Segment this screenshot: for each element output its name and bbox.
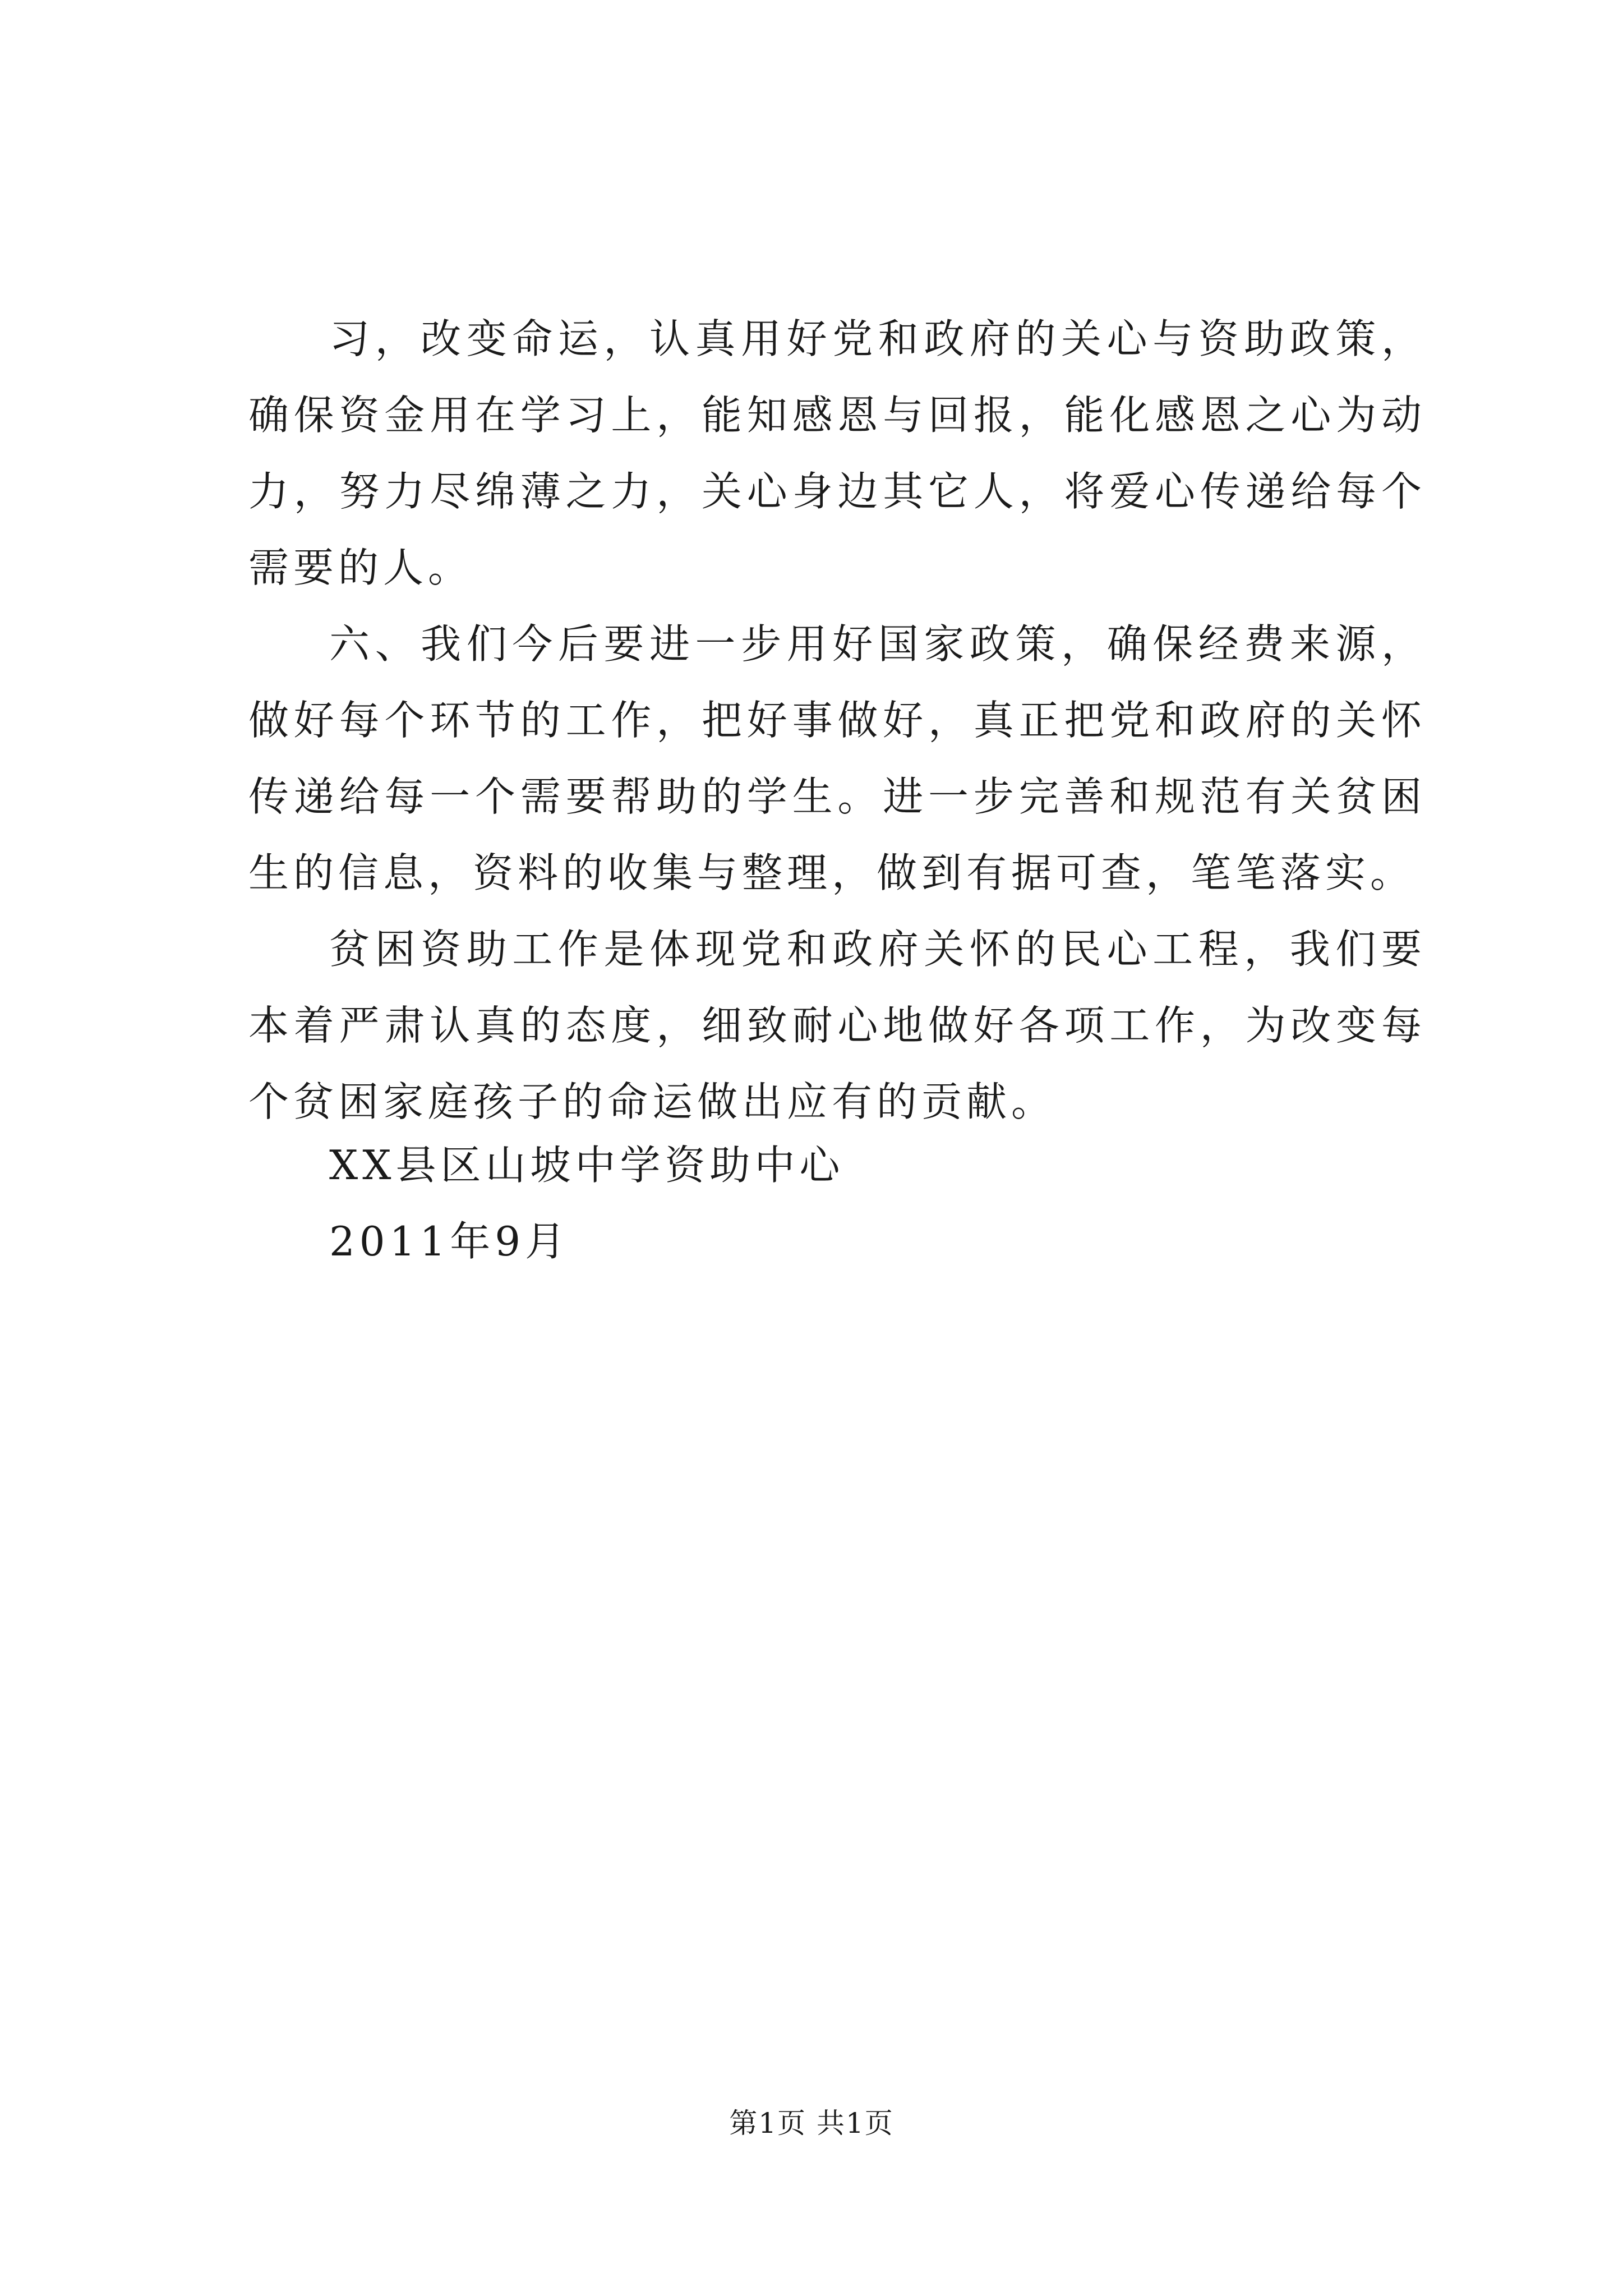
paragraph-conclusion: 贫困资助工作是体现党和政府关怀的民心工程，我们要本着严肃认真的态度，细致耐心地做好各项工作，为改变每个贫困家庭孩子的命运做出应有的贡献。 — [248, 926, 1426, 1125]
page-footer: 第1页 共1页 — [729, 2107, 894, 2139]
paragraph-continuation: 习，改变命运，认真用好党和政府的关心与资助政策，确保资金用在学习上，能知感恩与回报，能化感恩之心为动力，努力尽绵薄之力，关心身边其它人，将爱心传递给每个需要的人。 — [248, 315, 1426, 591]
document-body — [248, 301, 1426, 1140]
signoff-date: 2011年9月 — [329, 1218, 570, 1265]
paragraph-item-six: 六、我们今后要进一步用好国家政策，确保经费来源，做好每个环节的工作，把好事做好，真正把党和政府的关怀传递给每一个需要帮助的学生。进一步完善和规范有关贫困生的信息，资料的收集与整理，做到有据可查，笔笔落实。 — [248, 620, 1426, 896]
signoff-organization: XX县区山坡中学资助中心 — [329, 1142, 845, 1189]
